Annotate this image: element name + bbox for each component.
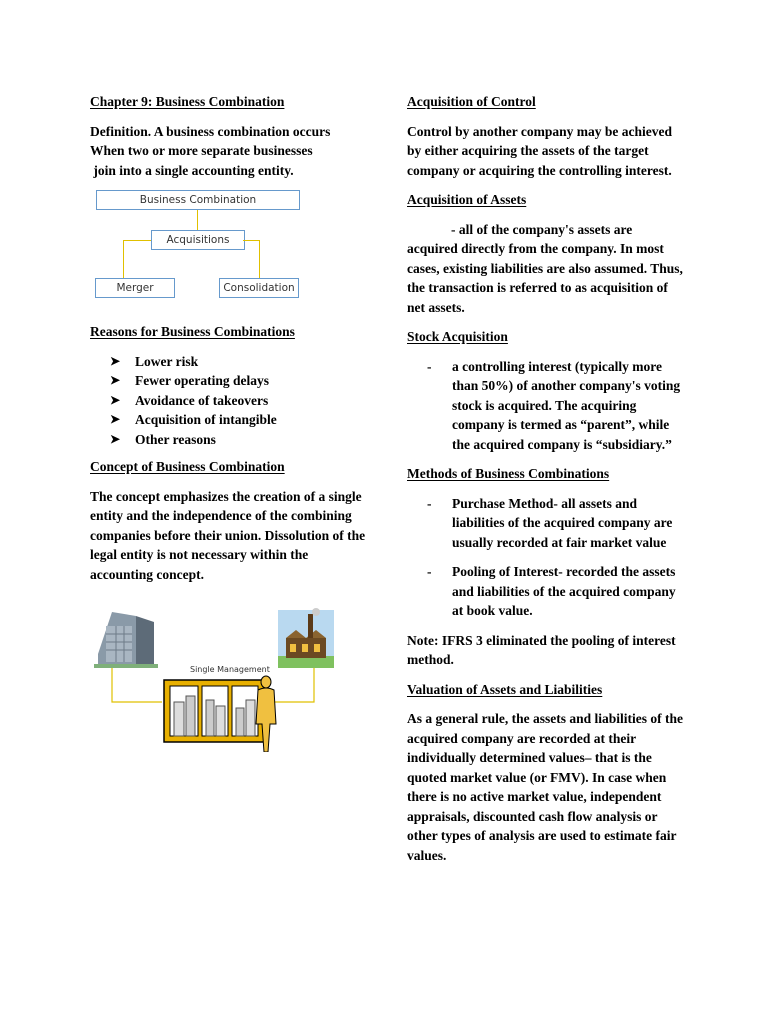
assets-text: - all of the company's assets are acquired directly from the company. In most cases, existing liabilities are also assumed. Thus, the transaction is referred to as acquisition of net assets. — [407, 221, 683, 315]
right-column — [407, 92, 685, 875]
valuation-heading: Valuation of Assets and Liabilities — [407, 681, 603, 697]
methods-heading: Methods of Business Combinations — [407, 466, 610, 481]
definition-line-2: When two or more separate businesses — [90, 143, 313, 158]
arrow-bullet-icon: ➤ — [110, 392, 121, 407]
ifrs-note: Note: IFRS 3 eliminated the pooling of interest method. — [407, 632, 676, 667]
methods-item-pooling: - Pooling of Interest- recorded the assets and liabilities of the acquired company at book value. — [427, 564, 676, 618]
list-item: ➤ Other reasons — [110, 430, 368, 450]
chapter-title: Chapter 9: Business Combination — [90, 94, 285, 109]
concept-text: The concept emphasizes the creation of a single entity and the independence of the combining companies before their union. Dissolution of the legal entity is not necessary within the accounting concept. — [90, 488, 366, 582]
diagram-box-acquisitions: Acquisitions — [151, 230, 245, 250]
arrow-bullet-icon: ➤ — [110, 431, 121, 446]
definition-text — [90, 122, 368, 181]
diagram-box-merger: Merger — [95, 278, 175, 298]
management-building-icon — [164, 680, 264, 742]
arrow-bullet-icon: ➤ — [110, 353, 121, 368]
single-management-illustration — [92, 604, 356, 752]
list-item: ➤ Fewer operating delays — [110, 371, 368, 391]
factory-icon — [278, 608, 334, 668]
stock-item: - a controlling interest (typically more than 50%) of another company's voting stock is acquired. The acquiring company is termed as “parent”, while the acquired company is “subsidiary.” — [427, 358, 681, 452]
left-column — [90, 92, 368, 594]
valuation-text: As a general rule, the assets and liabilities of the acquired company are recorded at their individually determined values– that is the quoted market value (or FMV). In case when there is no active market value, independent appraisals, discounted cash flow analysis or other types of analysis are used to estimate fair values. — [407, 711, 683, 863]
definition-line-1: Definition. A business combination occurs — [90, 123, 331, 139]
list-item: ➤ Acquisition of intangible — [110, 410, 368, 430]
reasons-heading: Reasons for Business Combinations — [90, 324, 295, 339]
single-management-label: Single Management — [190, 665, 270, 674]
control-heading: Acquisition of Control — [407, 94, 536, 109]
stock-heading: Stock Acquisition — [407, 329, 508, 344]
list-item: ➤ Avoidance of takeovers — [110, 391, 368, 411]
diagram-box-consolidation: Consolidation — [219, 278, 299, 298]
single-management-graphic — [92, 604, 356, 752]
definition-line-3: join into a single accounting entity. — [90, 162, 294, 178]
control-text: Control by another company may be achieved by either acquiring the assets of the target company or acquiring the controlling interest. — [407, 123, 673, 178]
reasons-list — [90, 352, 368, 450]
list-item: ➤ Lower risk — [110, 352, 368, 372]
methods-item-purchase: - Purchase Method- all assets and liabilities of the acquired company are usually recorded at fair market value — [427, 495, 673, 550]
assets-heading: Acquisition of Assets — [407, 192, 527, 207]
business-combination-diagram — [93, 190, 303, 308]
concept-heading: Concept of Business Combination — [90, 459, 285, 474]
arrow-bullet-icon: ➤ — [110, 412, 121, 426]
office-building-icon — [94, 612, 158, 668]
arrow-bullet-icon: ➤ — [110, 373, 121, 387]
diagram-box-business-combination: Business Combination — [96, 190, 300, 210]
